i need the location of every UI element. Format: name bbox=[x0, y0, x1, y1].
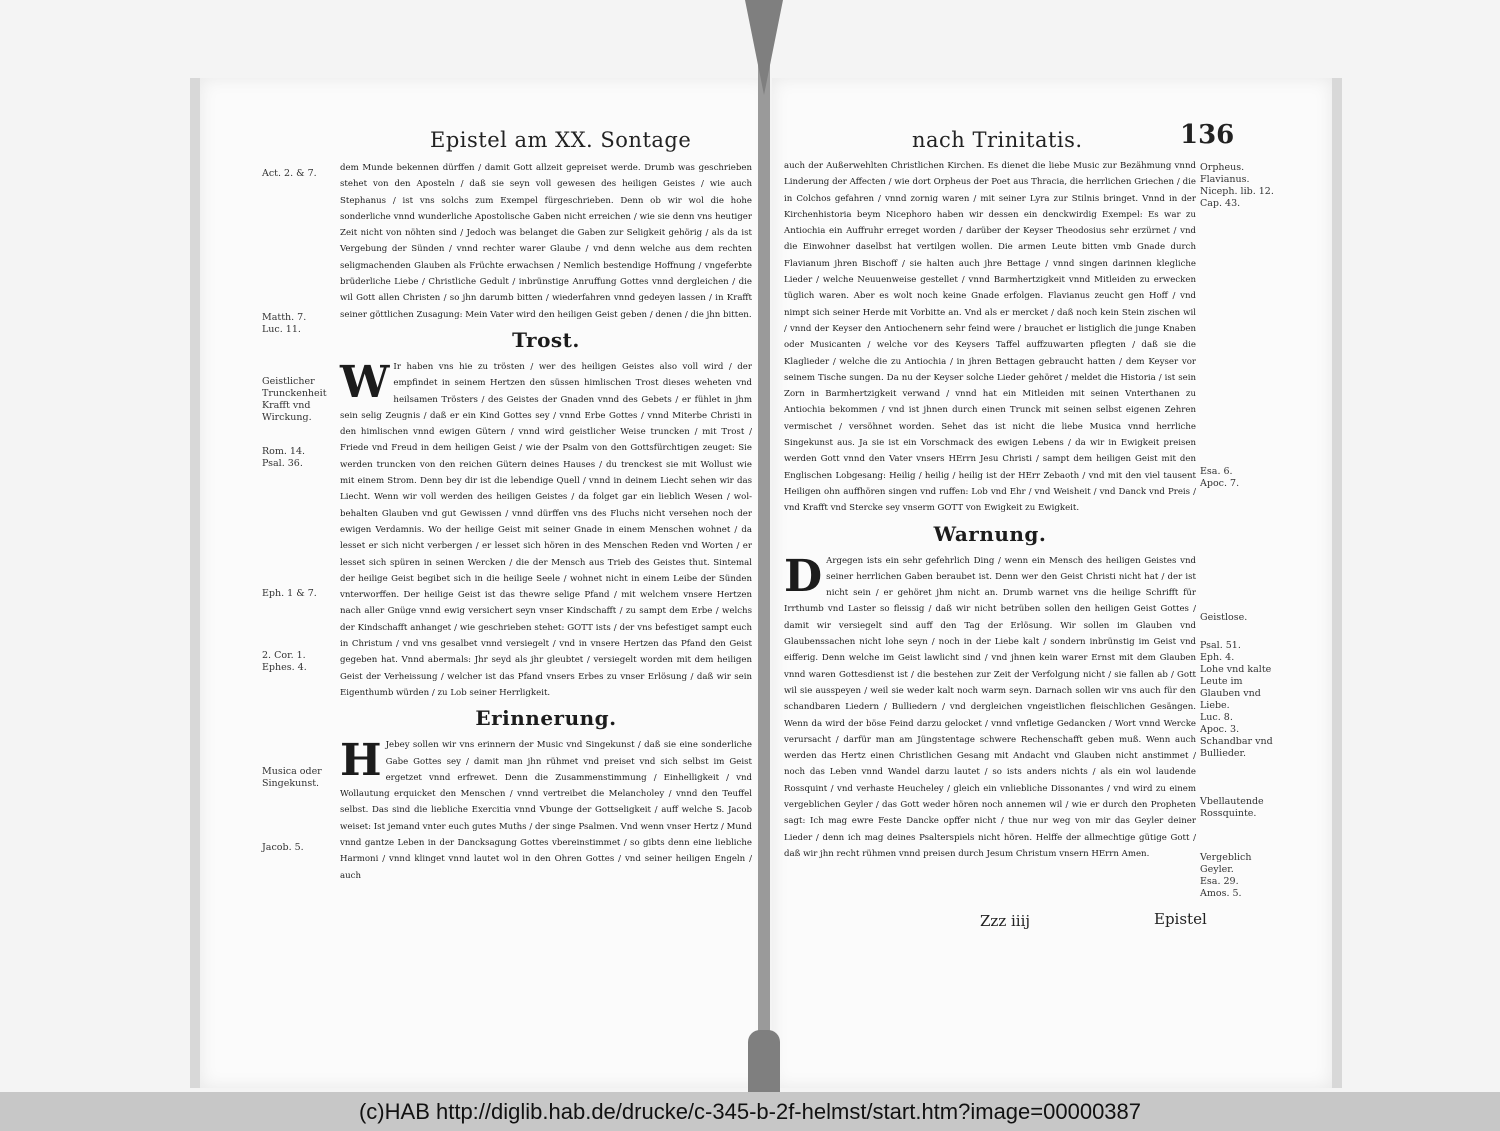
left-margin-note-eph: Eph. 1 & 7. bbox=[262, 588, 317, 599]
footer-credit: (c)HAB http://diglib.hab.de/drucke/c-345-b-2f-helmst/start.htm?image=00000387 bbox=[0, 1092, 1500, 1131]
warnung-dropcap: D bbox=[784, 550, 823, 602]
left-running-head: Epistel am XX. Sontage bbox=[430, 128, 692, 152]
trost-paragraph bbox=[340, 356, 752, 701]
heading-warnung: Warnung. bbox=[933, 521, 1047, 546]
right-margin-note-vergeblich: Vergeblich Geyler. Esa. 29. Amos. 5. bbox=[1200, 852, 1252, 899]
page-number: 136 bbox=[1180, 120, 1235, 150]
left-text-column bbox=[340, 160, 752, 884]
heading-trost: Trost. bbox=[512, 327, 580, 352]
left-margin-note-acts: Act. 2. & 7. bbox=[262, 168, 317, 179]
catchword: Epistel bbox=[1154, 910, 1207, 928]
right-running-head: nach Trinitatis. bbox=[912, 128, 1083, 152]
erinnerung-text: Jebey sollen wir vns erinnern der Music vnd Singekunst / daß sie eine sonderliche Gabe Gottes sey / damit man jhn rühmet vnd preiset vnd sich selbst im Geist ergetzet vnnd erfrewet. Denn die Zusammenstimmung / Einhelligkeit / vnd Wollautung erquicket den Menschen / vnnd vertreibet die Melancholey / vnnd den Teuffel selbst. Das sind die liebliche Exercitia vnnd Vbunge der Gottseligkeit / auff welche S. Jacob weiset: Ist jemand vnter euch gutes Muths / der singe Psalmen. Vnd wenn vnser Hertz / Mund vnnd gantze Leben in der Dancksagung Gottes vbereinstimmet / so gibts denn eine liebliche Harmoni / vnnd klinget vnnd lautet wol in den Ohren Gottes / vnd seiner heiligen Engeln / auch bbox=[340, 740, 752, 881]
warnung-text: Argegen ists ein sehr gefehrlich Ding / wenn ein Mensch des heiligen Geistes vnd seiner herrlichen Gaben beraubet ist. Denn wer den Geist Christi nicht hat / der ist nicht sein / er gehöret jhm nicht an. Drumb warnet vns die heilige Schrifft für Irrthumb vnd Laster so fleissig / daß wir nicht betrüben sollen den heiligen Geist Gottes / damit wir versiegelt sind auff den Tag der Erlösung. Wir sollen im Glauben vnd Glaubenssachen nicht lohe seyn / noch in der Liebe kalt / sondern inbrünstig im Geist vnd eifferig. Denn welche im Geist lawlicht sind / vnd jhnen kein warer Ernst mit dem Glauben vnnd waren Gottesdienst ist / die bestehen zur Zeit der Verfolgung nicht / sie fallen ab / Gott wil sie ausspeyen / weil sie weder kalt noch warm seyn. Darnach sollen wir vns auch für den schandbaren Liedern / Bulliedern / vnd dergleichen vngeistlichen fleischlichen Gesängen. Wenn da wird der böse Feind darzu gelocket / vnnd vnfletige Gedancken / Wort vnnd Wercke verursacht / darfür man am Jüngstentage schwere Rechenschafft geben muß. Wenn auch werden das Hertz einen Christlichen Gesang mit Andacht vnd Glauben nicht anstimmet / noch das Leben vnnd Wandel darzu lautet / so ists anders nichts / als ein wol laudende Rossquint / vnd verhaste Heucheley / gleich ein vnliebliche Dissonantes / vnd wird zu einem vergeblichen Geyler / das Gott weder hören noch annemen wil / wie er durch den Propheten sagt: Ich mag ewre Feste Dancke opffer nicht / thue nur weg von mir das Geyler deiner Lieder / denn ich mag deines Psalterspiels nicht hören. Helffe der allmechtige gütige Gott / daß wir jhn recht rühmen vnnd preisen durch Jesum Christum vnsern HErrn Amen. bbox=[784, 555, 1196, 859]
trost-text: Ir haben vns hie zu trösten / wer des heiligen Geistes also voll wird / der empfindet in seinem Hertzen den süssen himlischen Trost dieses weheten vnd heilsamen Trösters / des Geistes der Gnaden vnnd des Gebets / er fühlet in jhm sein selig Zeugnis / daß er ein Kind Gottes sey / vnnd Erbe Gottes / vnnd Miterbe Christi in den himlischen vnnd ewigen Gütern / vnnd wird geistlicher Weise truncken / mit Trost / Friede vnd Freud in dem heiligen Geist / wie der Psalm von den Gottsfürchtigen zeuget: Sie werden truncken von den reichen Gütern deines Hauses / du trenckest sie mit Wollust wie mit einem Strom. Denn bey dir ist die lebendige Quell / vnnd in deinem Liecht sehen wir das Liecht. Wenn wir voll werden des heiligen Geistes / da folget gar ein lieblich Wesen / wol-behalten Glauben vnd gut Gewissen / vnnd dürffen vns des Fluchs nicht versehen noch der ewigen Verdamnis. Wo der heilige Geist mit seiner Gnade in einem Menschen wohnet / da lesset er sich nicht verbergen / er lesset sich hören in des Menschen Reden vnd Worten / er lesset sich spüren in seinen Wercken / die der Mensch aus Trieb des Geistes thut. Sintemal der heilige Geist begibet sich in die heilige Seele / wohnet nicht in einem Leibe der Sünden vnterworffen. Der heilige Geist ist das thewre selige Pfand / mit welchem vnsere Hertzen nach aller Gnüge vnnd ewig versichert seyn vnser Kindschafft / zu sampt dem Erbe / welchs der Kindschafft anhanget / wie geschrieben stehet: GOTT ists / der vns befestiget sampt euch in Christum / vnd vns gesalbet vnnd versiegelt / vnd in vnsere Hertzen das Pfand den Geist gegeben hat. Vnnd abermals: Jhr seyd als jhr gleubtet / versiegelt worden mit dem heiligen Geist der Verheissung / welcher ist das Pfand vnsers Erbes zu vnser Erlösung / daß wir sein Eigenthumb würden / zu Lob seiner Herrligkeit. bbox=[340, 361, 752, 698]
warnung-paragraph bbox=[784, 550, 1196, 863]
heading-erinnerung: Erinnerung. bbox=[475, 706, 617, 731]
right-margin-note-rossquinte: Vbellautende Rossquinte. bbox=[1200, 796, 1264, 819]
right-margin-note-esa: Esa. 6. Apoc. 7. bbox=[1200, 466, 1240, 489]
signature-mark: Zzz iiij bbox=[980, 912, 1031, 930]
left-margin-note-matth: Matth. 7. Luc. 11. bbox=[262, 312, 307, 335]
right-margin-note-geistlose: Geistlose. bbox=[1200, 612, 1248, 623]
trost-dropcap: W bbox=[340, 356, 390, 408]
erinnerung-paragraph bbox=[340, 737, 752, 884]
left-margin-note-musica: Musica oder Singekunst. bbox=[262, 766, 322, 789]
book-spine bbox=[758, 0, 770, 1092]
left-margin-note-rom: Rom. 14. Psal. 36. bbox=[262, 446, 306, 469]
left-margin-note-geistlicher: Geistlicher Trunckenheit Krafft vnd Wirckung. bbox=[262, 376, 327, 423]
erinnerung-dropcap: H bbox=[340, 735, 382, 787]
right-margin-note-orpheus: Orpheus. Flavianus. Niceph. lib. 12. Cap. 43. bbox=[1200, 162, 1274, 209]
spine-top-mark bbox=[745, 0, 783, 95]
right-paragraph-intro: auch der Außerwehlten Christlichen Kirchen. Es dienet die liebe Music zur Bezähmung vnnd Linderung der Affecten / wie dort Orpheus der Poet aus Thracia, die herrlichen Griechen / die in Colchos gefahren / vnnd zornig waren / mit seiner Lyra zur Stilnis bringet. Vnnd in der Kirchenhistoria beym Nicephoro haben wir dessen ein denckwirdig Exempel: Es war zu Antiochia ein Auffruhr erreget worden / darüber der Keyser Theodosius sehr erzürnet / vnd die Einwohner daselbst hat vertilgen wollen. Die armen Leute bitten vmb Gnade durch Flavianum jhren Bischoff / sie halten auch jhre Bettage / vnnd singen darinnen klegliche Lieder / welche Neuuenweise gestellet / vnnd Barmhertzigkeit vnnd Mitleiden zu erwecken tüglich waren. Aber es wolt noch keine Gnade erfolgen. Flavianus zeucht gen Hoff / vnd nimpt sich seiner Herde mit Vorbitte an. Vnd als er mercket / daß noch kein Stein zischen wil / vnnd der Keyser den Antiochenern sehr feind were / brauchet er listiglich die junge Knaben oder Musicanten / welche vor des Keysers Taffel auffzuwarten pflegten / daß sie die Klaglieder / welche die zu Antiochia / in jhren Bettagen gebraucht hatten / dem Keyser vor seinem Tische sungen. Da nu der Keyser solche Lieder gehöret / meldet die Historia / ist sein Zorn in Barmhertzigkeit verwand / vnnd hat ein Mitleiden mit seinen Vnterthanen zu Antiochia bekommen / vnd ist jhnen durch einen Trunck mit seinen selbst eigenen Zehren vermischet / versöhnet worden. Sehet das ist nicht die liebe Musica vnnd herrliche Singekunst aus. Ja sie ist ein Vorschmack des ewigen Lebens / da wir in Ewigkeit preisen werden Gott vnnd den Vater vnsers HErrn Jesu Christi / sampt dem heiligen Geist mit den Englischen Lobgesang: Heilig / heilig / heilig ist der HErr Zebaoth / vnd mit den viel tausent Heiligen ohn auffhören singen vnd ruffen: Lob vnd Ehr / vnd Weisheit / vnd Danck vnd Preis / vnd Krafft vnd Stercke sey vnserm GOTT von Ewigkeit zu Ewigkeit. bbox=[784, 161, 1196, 514]
left-margin-note-jacob: Jacob. 5. bbox=[262, 842, 304, 853]
left-margin-note-cor: 2. Cor. 1. Ephes. 4. bbox=[262, 650, 307, 673]
right-margin-note-psal: Psal. 51. Eph. 4. Lohe vnd kalte Leute im Glauben vnd Liebe. Luc. 8. Apoc. 3. Schandbar vnd Bullieder. bbox=[1200, 640, 1273, 759]
right-text-column bbox=[784, 158, 1196, 862]
left-paragraph-intro: dem Munde bekennen dürffen / damit Gott allzeit gepreiset werde. Drumb was geschrieben stehet von den Aposteln / daß sie seyn voll gewesen des heiligen Geistes / wie auch Stephanus / ist vns solchs zum Exempel fürgeschrieben. Denn ob wir wol die hohe sonderliche vnnd wunderliche Apostolische Gaben nicht erreichen / wie sie denn vns heutiger Zeit nicht von nöhten sind / Jedoch was belanget die Gaben zur Seligkeit gehörig / als da ist Vergebung der Sünden / vnnd rechter warer Glaube / vnd denn welche aus dem rechten seligmachenden Glauben als Früchte erwachsen / Nemlich bestendige Hoffnung / vngeferbte brüderliche Liebe / Christliche Gedult / inbrünstige Anruffung Gottes vnnd dergleichen / die wil Gott allen Christen / so jhn darumb bitten / wiederfahren vnnd gedeyen lassen / in Krafft seiner göttlichen Zusagung: Mein Vater wird den heiligen Geist geben / denen / die jhn bitten. bbox=[340, 163, 752, 320]
spine-bottom-mark bbox=[748, 1030, 780, 1092]
